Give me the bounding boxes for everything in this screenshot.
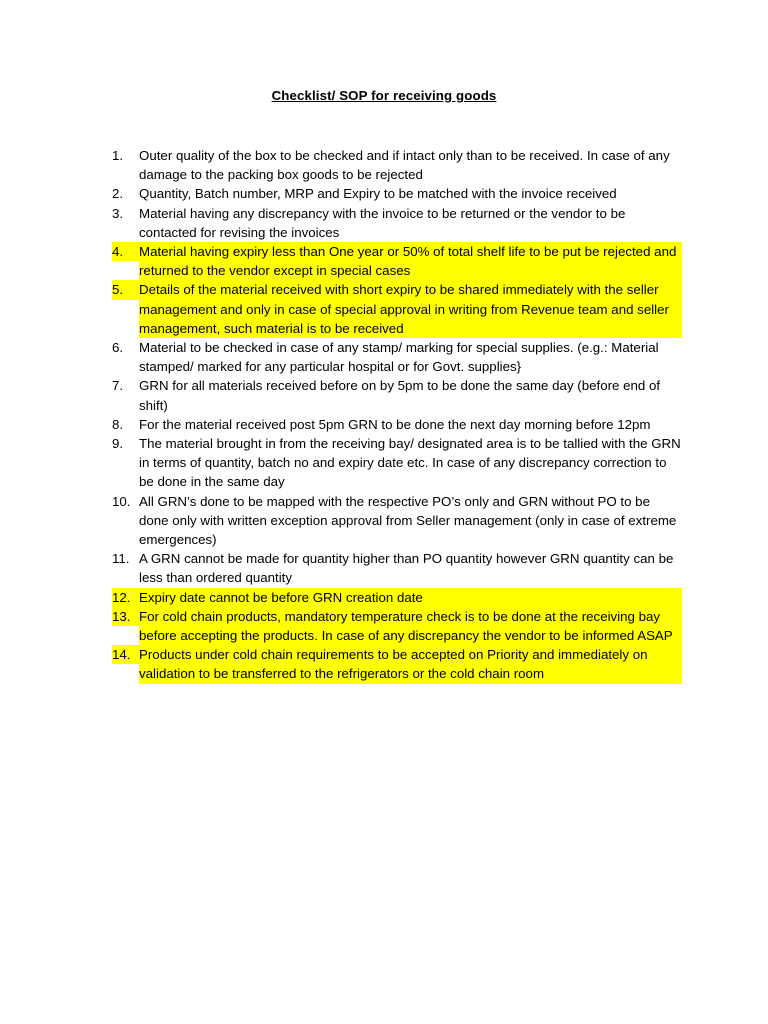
item-text: Expiry date cannot be before GRN creation date: [139, 588, 682, 607]
list-item: [112, 184, 682, 203]
list-item: [112, 415, 682, 434]
item-text: Material to be checked in case of any stamp/ marking for special supplies. (e.g.: Material stamped/ marked for any particular hospital or for Govt. supplies}: [139, 340, 659, 375]
item-number: 6.: [112, 340, 124, 356]
list-item: [112, 146, 682, 184]
item-text: Outer quality of the box to be checked and if intact only than to be received. In case of any damage to the packing box goods to be rejected: [139, 148, 670, 183]
list-item: [112, 338, 682, 376]
item-text: Material having expiry less than One year or 50% of total shelf life to be put be rejected and returned to the vendor except in special cases: [139, 242, 682, 280]
item-text: Products under cold chain requirements to be accepted on Priority and immediately on validation to be transferred to the refrigerators or the cold chain room: [139, 645, 682, 683]
list-item: [112, 242, 682, 280]
item-number: 8.: [112, 416, 124, 432]
list-item: [112, 492, 682, 550]
list-item: [112, 376, 682, 414]
list-item: [112, 607, 682, 645]
item-text: The material brought in from the receiving bay/ designated area is to be tallied with the GRN in terms of quantity, batch no and expiry date etc. In case of any discrepancy correction to be done in the same day: [139, 436, 681, 490]
page-title: Checklist/ SOP for receiving goods: [271, 88, 497, 103]
item-number: 13.: [112, 607, 139, 626]
item-number: 7.: [112, 378, 124, 394]
item-text: All GRN’s done to be mapped with the respective PO’s only and GRN without PO to be done only with written exception approval from Seller management (only in case of extreme emergences): [139, 493, 677, 548]
item-number: 2.: [112, 186, 124, 202]
list-item: [112, 204, 682, 242]
item-number: 14.: [112, 645, 139, 664]
item-number: 9.: [112, 436, 124, 452]
list-item: [112, 549, 682, 587]
item-number: 4.: [112, 242, 139, 261]
item-number: 3.: [112, 205, 124, 221]
item-text: For the material received post 5pm GRN to be done the next day morning before 12pm: [139, 416, 651, 432]
item-number: 11.: [112, 551, 130, 567]
item-number: 5.: [112, 280, 139, 299]
list-item: [112, 588, 682, 607]
list-item: [112, 434, 682, 492]
item-number: 1.: [112, 148, 124, 163]
list-item: [112, 280, 682, 338]
item-text: Details of the material received with short expiry to be shared immediately with the seller management and only in case of special approval in writing from Revenue team and seller management, such material is to be received: [139, 280, 682, 338]
item-text: For cold chain products, mandatory temperature check is to be done at the receiving bay before accepting the products. In case of any discrepancy the vendor to be informed ASAP: [139, 607, 682, 645]
item-number: 12.: [112, 588, 139, 607]
item-text: GRN for all materials received before on by 5pm to be done the same day (before end of shift): [139, 378, 661, 413]
item-text: Material having any discrepancy with the invoice to be returned or the vendor to be contacted for revising the invoices: [139, 205, 626, 240]
checklist: [112, 146, 682, 684]
item-text: Quantity, Batch number, MRP and Expiry to be matched with the invoice received: [139, 186, 617, 202]
item-text: A GRN cannot be made for quantity higher than PO quantity however GRN quantity can be less than ordered quantity: [139, 551, 674, 586]
list-item: [112, 645, 682, 683]
item-number: 10.: [112, 493, 131, 509]
